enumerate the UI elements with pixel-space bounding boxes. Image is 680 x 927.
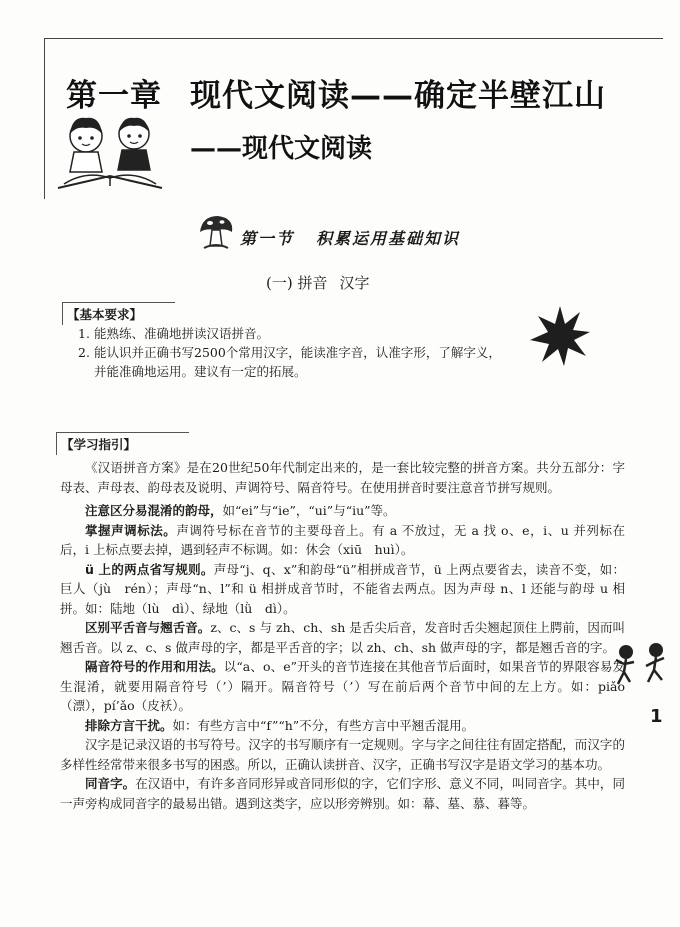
paragraph-text: 如：有些方言中“f”“h”不分，有些方言中平翘舌混用。 bbox=[172, 717, 475, 733]
paragraph bbox=[60, 521, 625, 560]
paragraph-text: 如“ei”与“ie”，“ui”与“iu”等。 bbox=[222, 503, 396, 518]
paragraph bbox=[60, 774, 625, 813]
chapter-label: 第一章 bbox=[66, 78, 162, 114]
paragraph bbox=[60, 560, 625, 619]
paragraph-lead: 同音字。 bbox=[85, 776, 136, 791]
paragraph-text: 汉字是记录汉语的书写符号。汉字的书写顺序有一定规则。字与字之间往往有固定搭配，而汉字的多样性经常带来很多书写的困惑。所以，正确认读拼音、汉字，正确书写汉字是语文学习的基本功。 bbox=[60, 737, 625, 772]
paragraph bbox=[60, 716, 625, 736]
study-guide-label: 【学习指引】 bbox=[56, 432, 189, 455]
requirements-list bbox=[78, 324, 538, 381]
paragraph-text: 在汉语中，有许多音同形异或音同形似的字，它们字形、意义不同，叫同音字。其中，同一声旁构成同音字的最易出错。遇到这类字，应以形旁辨别。如：幕、墓、慕、暮等。 bbox=[60, 776, 625, 811]
paragraph-lead: ü 上的两点省写规则。 bbox=[85, 561, 214, 577]
section-title bbox=[240, 226, 460, 249]
paragraph-lead: 隔音符号的作用和用法。 bbox=[85, 659, 224, 674]
running-kids-illustration bbox=[610, 640, 676, 688]
chapter-title-text: 现代文阅读——确定半壁江山 bbox=[190, 78, 606, 114]
subsection-number: (一) bbox=[266, 274, 293, 292]
list-item-number: 2. bbox=[78, 345, 90, 360]
list-item-text: 能认识并正确书写2500个常用汉字，能读准字音，认准字形，了解字义， bbox=[94, 345, 501, 360]
list-item-number: 1. bbox=[78, 326, 90, 341]
paragraph bbox=[60, 735, 625, 774]
list-item bbox=[78, 343, 538, 362]
subsection-title-a: 拼音 bbox=[297, 274, 328, 292]
paragraph: 《汉语拼音方案》是在20世纪50年代制定出来的，是一套比较完整的拼音方案。共分五部分：字母表、声母表、韵母表及说明、声调符号、隔音符号。在使用拼音时要注意音节拼写规则。 bbox=[60, 460, 625, 495]
study-guide-body bbox=[60, 458, 625, 813]
mushroom-icon bbox=[196, 212, 236, 252]
list-item bbox=[78, 324, 538, 343]
chapter-subtitle: ——现代文阅读 bbox=[190, 134, 373, 164]
paragraph-text: 声母“j、q、x”和韵母“ü”相拼成音节，ü 上两点要省去，读音不变，如：巨人（jù rén）；声母“n、l”和 ü 相拼成音节时，不能省去两点。因为声母 n、l 还能与韵母 u 相拼。如：陆地（lù dì）、绿地（lǜ dì）。 bbox=[60, 561, 625, 616]
paragraph-text: 以“a、o、e”开头的音节连接在其他音节后面时，如果音节的界限容易发生混淆，就要用隔音符号（’）隔开。隔音符号（’）写在前后两个音节中间的左上方。如：piǎo（漂），pí’ǎo（皮袄）。 bbox=[60, 659, 625, 713]
reading-kids-illustration bbox=[50, 106, 170, 194]
paragraph-lead: 掌握声调标法。 bbox=[85, 522, 177, 538]
page-number: 1 bbox=[650, 706, 663, 727]
paragraph bbox=[60, 618, 625, 657]
paragraph-lead: 注意区分易混淆的韵母， bbox=[85, 503, 223, 518]
section-number: 第一节 bbox=[240, 229, 295, 248]
star-burst-icon bbox=[528, 304, 592, 368]
basic-requirements-label: 【基本要求】 bbox=[62, 302, 175, 325]
subsection-title bbox=[266, 272, 370, 293]
paragraph-lead: 区别平舌音与翘舌音。 bbox=[85, 620, 211, 635]
paragraph-lead: 排除方言干扰。 bbox=[85, 717, 173, 733]
list-item-text: 能熟练、准确地拼读汉语拼音。 bbox=[94, 326, 270, 341]
paragraph-text: 声调符号标在音节的主要母音上。有 a 不放过，无 a 找 o、e，i、u 并列标在后，i 上标点要去掉，遇到轻声不标调。如：休会（xiū huì）。 bbox=[60, 522, 625, 557]
paragraph bbox=[60, 657, 625, 716]
paragraph bbox=[60, 501, 625, 521]
subsection-title-b: 汉字 bbox=[339, 274, 370, 292]
list-item-continuation: 并能准确地运用。建议有一定的拓展。 bbox=[94, 364, 307, 379]
paragraph-text: z、c、s 与 zh、ch、sh 是舌尖后音，发音时舌尖翘起顶住上腭前，因而叫翘舌音。以 z、c、s 做声母的字，都是平舌音的字；以 zh、ch、sh 做声母的字，都是翘舌音的字。 bbox=[60, 620, 625, 655]
section-title-text: 积累运用基础知识 bbox=[316, 229, 461, 248]
